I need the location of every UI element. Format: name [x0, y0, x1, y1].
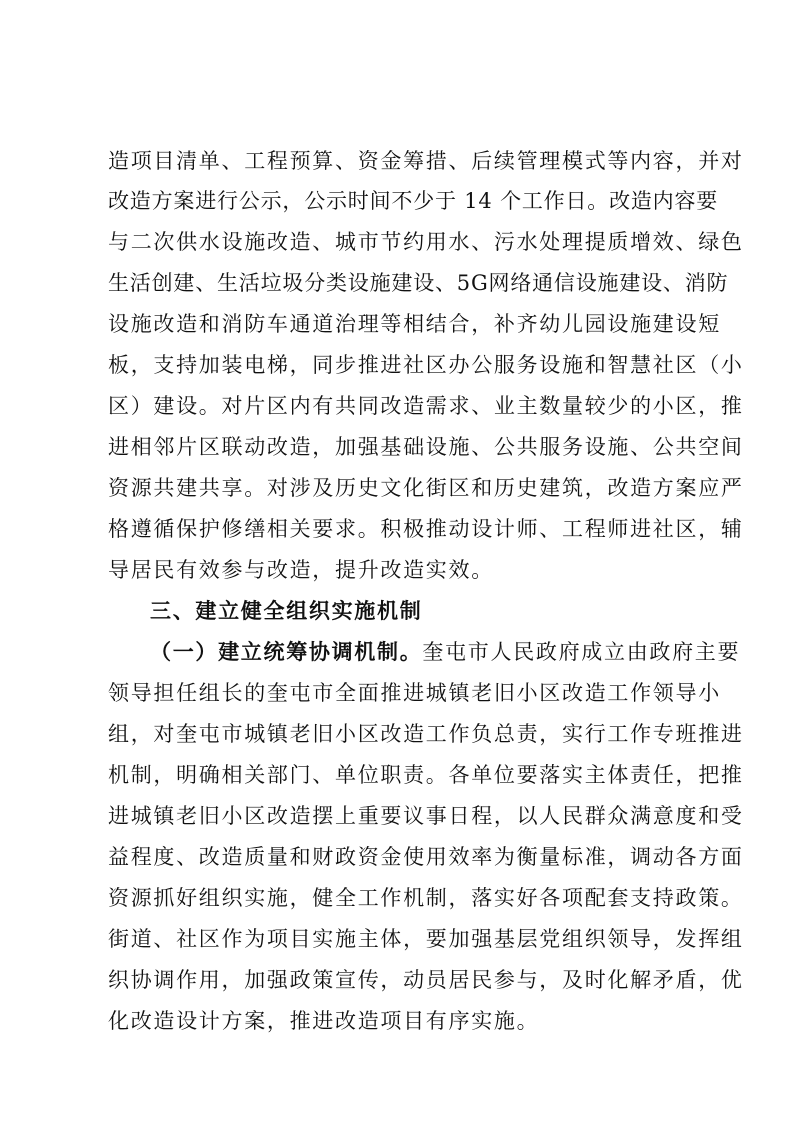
text-line: 机制，明确相关部门、单位职责。各单位要落实主体责任，把推: [108, 763, 744, 787]
text-line: 设施改造和消防车通道治理等相结合，补齐幼儿园设施建设短: [108, 312, 721, 336]
text-line: 生活创建、生活垃圾分类设施建设、5G网络通信设施建设、消防: [108, 271, 729, 295]
text-line: 与二次供水设施改造、城市节约用水、污水处理提质增效、绿色: [108, 230, 744, 254]
text-run: 奎屯市人民政府成立由政府主要: [422, 640, 741, 664]
text-line: 区）建设。对片区内有共同改造需求、业主数量较少的小区，推: [108, 394, 744, 418]
text-line: 组，对奎屯市城镇老旧小区改造工作负总责，实行工作专班推进: [108, 722, 744, 746]
text-line: 板，支持加装电梯，同步推进社区办公服务设施和智慧社区（小: [108, 353, 744, 377]
text-line: 造项目清单、工程预算、资金筹措、后续管理模式等内容，并对: [108, 149, 744, 173]
text-line: 益程度、改造质量和财政资金使用效率为衡量标准，调动各方面: [108, 845, 744, 869]
text-line: [150, 634, 741, 670]
text-line: 进相邻片区联动改造，加强基础设施、公共服务设施、公共空间: [108, 435, 744, 459]
subsection-lead: （一）建立统筹协调机制。: [150, 640, 423, 664]
text-line: 领导担任组长的奎屯市全面推进城镇老旧小区改造工作领导小: [108, 681, 721, 705]
text-line: 资源抓好组织实施，健全工作机制，落实好各项配套支持政策。: [108, 886, 744, 910]
section-heading: 三、建立健全组织实施机制: [150, 599, 423, 623]
text-line: 资源共建共享。对涉及历史文化街区和历史建筑，改造方案应严: [108, 476, 744, 500]
text-line: 织协调作用，加强政策宣传，动员居民参与，及时化解矛盾，优: [108, 968, 744, 992]
text-line: 导居民有效参与改造，提升改造实效。: [108, 558, 494, 582]
text-line: 化改造设计方案，推进改造项目有序实施。: [108, 1009, 540, 1033]
text-line: 改造方案进行公示，公示时间不少于 14 个工作日。改造内容要: [108, 189, 719, 213]
text-line: 街道、社区作为项目实施主体，要加强基层党组织领导，发挥组: [108, 927, 744, 951]
text-line: 格遵循保护修缮相关要求。积极推动设计师、工程师进社区，辅: [108, 517, 744, 541]
text-line: 进城镇老旧小区改造摆上重要议事日程，以人民群众满意度和受: [108, 804, 744, 828]
